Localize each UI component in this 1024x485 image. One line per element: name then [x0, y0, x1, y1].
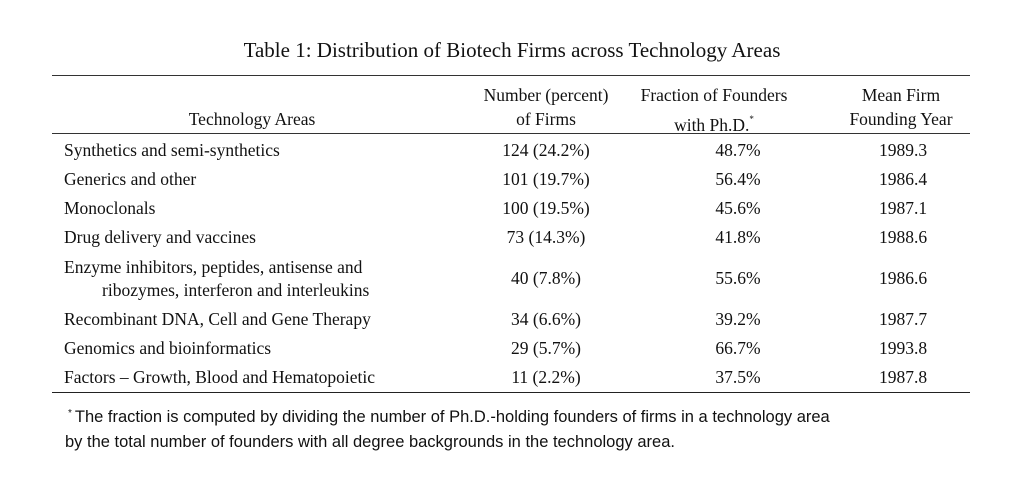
cell-number: 100 (19.5%) [502, 198, 590, 218]
table-title: Table 1: Distribution of Biotech Firms across Technology Areas [243, 38, 781, 62]
cell-area: Generics and other [64, 169, 197, 189]
cell-number: 124 (24.2%) [502, 140, 590, 160]
footnote [65, 401, 968, 455]
data-table [52, 136, 970, 392]
cell-fraction: 48.7% [715, 140, 761, 160]
cell-area: Synthetics and semi-synthetics [64, 140, 280, 160]
cell-year: 1987.7 [878, 309, 928, 329]
header-technology-areas [52, 107, 452, 131]
cell-fraction: 55.6% [715, 268, 761, 288]
cell-year: 1986.6 [878, 268, 928, 288]
footnote-line1: The fraction is computed by dividing the number of Ph.D.-holding founders of firms in a technology area [74, 408, 830, 426]
header-year-line2: Founding Year [849, 109, 953, 129]
header-fraction-phd [616, 83, 812, 137]
table-row [52, 165, 970, 194]
cell-fraction: 37.5% [715, 367, 761, 387]
cell-area-line1: Enzyme inhibitors, peptides, antisense and [64, 256, 363, 277]
table-bottom-rule [52, 392, 970, 393]
table-row [52, 136, 970, 165]
footnote-mark: * [68, 408, 72, 419]
cell-area: Monoclonals [64, 198, 156, 218]
table-row [52, 194, 970, 223]
cell-area: Drug delivery and vaccines [64, 227, 256, 247]
cell-year: 1987.8 [878, 367, 928, 387]
cell-number: 40 (7.8%) [511, 268, 581, 288]
header-area-label: Technology Areas [188, 109, 316, 129]
cell-number: 29 (5.7%) [511, 338, 581, 358]
cell-fraction: 41.8% [715, 227, 761, 247]
header-rule [52, 133, 970, 134]
table-row [52, 305, 970, 334]
cell-area [52, 252, 452, 305]
table-top-rule [52, 75, 970, 76]
table-row [52, 223, 970, 252]
cell-number: 11 (2.2%) [511, 367, 581, 387]
cell-fraction: 39.2% [715, 309, 761, 329]
header-num-line2: of Firms [516, 109, 576, 129]
cell-number: 34 (6.6%) [511, 309, 581, 329]
cell-year: 1987.1 [878, 198, 928, 218]
cell-fraction: 66.7% [715, 338, 761, 358]
header-frac-line1: Fraction of Founders [640, 85, 788, 105]
cell-year: 1989.3 [878, 140, 928, 160]
header-frac-footnote-mark: * [749, 114, 754, 124]
header-mean-founding-year [812, 83, 990, 131]
cell-fraction: 45.6% [715, 198, 761, 218]
header-num-line1: Number (percent) [483, 85, 609, 105]
header-frac-line2: with Ph.D. [674, 115, 750, 135]
cell-year: 1988.6 [878, 227, 928, 247]
table-row [52, 363, 970, 392]
cell-area: Recombinant DNA, Cell and Gene Therapy [64, 309, 371, 329]
cell-area: Factors – Growth, Blood and Hematopoietic [64, 367, 376, 387]
cell-fraction: 56.4% [715, 169, 761, 189]
table-row [52, 334, 970, 363]
header-year-line1: Mean Firm [861, 85, 941, 105]
cell-number: 73 (14.3%) [506, 227, 586, 247]
cell-year: 1993.8 [878, 338, 928, 358]
cell-area: Genomics and bioinformatics [64, 338, 272, 358]
cell-area-line2: ribozymes, interferon and interleukins [102, 279, 370, 300]
cell-number: 101 (19.7%) [502, 169, 590, 189]
header-number-of-firms [452, 83, 640, 131]
footnote-line2: by the total number of founders with all degree backgrounds in the technology area. [65, 433, 675, 451]
table-row [52, 252, 970, 305]
cell-year: 1986.4 [878, 169, 928, 189]
